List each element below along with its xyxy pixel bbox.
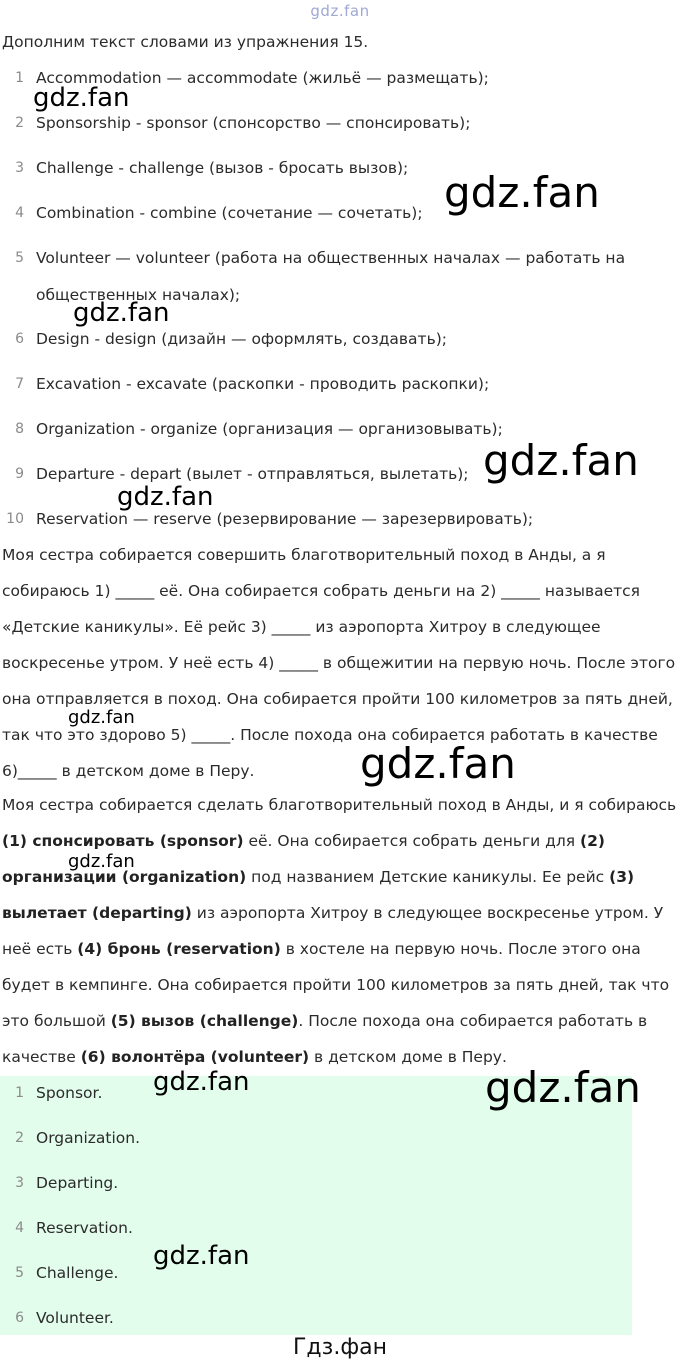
answer-highlight: (5) вызов (challenge): [110, 1012, 299, 1030]
watermark: gdz.fan: [153, 1067, 250, 1097]
watermark: gdz.fan: [68, 851, 135, 872]
item-number: 9: [15, 466, 24, 482]
watermark: gdz.fan: [117, 482, 214, 512]
answer-text: в хостеле на первую ночь. После этого она будет в кемпинге. Она собирается пройти 100 километров за пять дней, так что это большой: [2, 940, 670, 1030]
item-text: Challenge.: [36, 1264, 119, 1282]
answer-highlight: (2) организации (organization): [2, 832, 605, 886]
watermark: gdz.fan: [33, 83, 130, 113]
item-number: 8: [15, 421, 24, 437]
answer-text: в детском доме в Перу.: [309, 1048, 507, 1066]
item-text: Combination - combine (сочетание — сочетать);: [36, 204, 423, 222]
item-text: Sponsorship - sponsor (спонсорство — спонсировать);: [36, 114, 471, 132]
answer-highlight: (1) спонсировать (sponsor): [2, 832, 244, 850]
answer-highlight: (4) бронь (reservation): [77, 940, 281, 958]
item-number: 6: [15, 331, 24, 347]
item-number: 3: [15, 1175, 24, 1191]
answer-text: её. Она собирается собрать деньги для: [243, 832, 581, 850]
answer-text: из аэропорта Хитроу в следующее воскресенье утром. У неё есть: [2, 904, 664, 958]
item-number: 7: [15, 376, 24, 392]
footer-caption: Гдз.фан: [293, 1335, 387, 1360]
item-number: 5: [15, 1265, 24, 1281]
answer-highlight: (3) вылетает (departing): [2, 868, 635, 922]
item-number: 1: [15, 1085, 24, 1101]
answer-highlight: (6) волонтёра (volunteer): [80, 1048, 310, 1066]
item-number: 6: [15, 1310, 24, 1326]
item-text: Reservation — reserve (резервирование — зарезервировать);: [36, 510, 534, 528]
item-text: Sponsor.: [36, 1084, 103, 1102]
item-text: Challenge - challenge (вызов - бросать вызов);: [36, 159, 409, 177]
item-number: 3: [15, 160, 24, 176]
answer-text: под названием Детские каникулы. Ее рейс: [246, 868, 610, 886]
item-number: 1: [15, 70, 24, 86]
watermark: gdz.fan: [360, 739, 516, 788]
watermark: gdz.fan: [483, 436, 639, 485]
item-number: 5: [15, 250, 24, 266]
watermark: gdz.fan: [153, 1241, 250, 1271]
item-text: Accommodation — accommodate (жильё — размещать);: [36, 69, 489, 87]
item-number: 4: [15, 205, 24, 221]
item-text: Departing.: [36, 1174, 119, 1192]
item-number: 2: [15, 115, 24, 131]
item-text-continuation: общественных началах);: [36, 286, 241, 304]
watermark: gdz.fan: [444, 168, 600, 217]
task-paragraph: Моя сестра собирается совершить благотворительный поход в Анды, а я собираюсь 1) _____ её. Она собирается собрать деньги на 2) _____ называется «Детские каникулы». Её рейс 3) _____ из аэропорта Хитроу в следующее воскресенье утром. У неё есть 4) _____ в общежитии на первую ночь. После этого она отправляется в поход. Она собирается пройти 100 километров за пять дней, так что это здорово 5) _____. После похода она собирается работать в качестве 6)_____ в детском доме в Перу.: [2, 546, 676, 780]
item-text: Volunteer.: [36, 1309, 114, 1327]
item-text: Excavation - excavate (раскопки - проводить раскопки);: [36, 375, 490, 393]
answer-text: . После похода она собирается работать в качестве: [2, 1012, 648, 1066]
answer-paragraph: [2, 787, 678, 1075]
watermark: gdz.fan: [73, 298, 170, 328]
item-text: Organization.: [36, 1129, 141, 1147]
item-text: Organization - organize (организация — организовывать);: [36, 420, 503, 438]
header-watermark: gdz.fan: [310, 2, 370, 20]
item-number: 4: [15, 1220, 24, 1236]
item-text: Reservation.: [36, 1219, 133, 1237]
item-text: Design - design (дизайн — оформлять, создавать);: [36, 330, 447, 348]
answer-text: Моя сестра собирается сделать благотворительный поход в Анды, и я собираюсь: [2, 796, 677, 814]
watermark: gdz.fan: [485, 1063, 641, 1112]
intro-text: Дополним текст словами из упражнения 15.: [2, 33, 369, 51]
item-number: 2: [15, 1130, 24, 1146]
item-text: Volunteer — volunteer (работа на общественных началах — работать на: [36, 249, 626, 267]
item-number: 10: [6, 511, 24, 527]
watermark: gdz.fan: [68, 707, 135, 728]
answers-box: [0, 1076, 632, 1335]
item-text: Departure - depart (вылет - отправляться, вылетать);: [36, 465, 469, 483]
